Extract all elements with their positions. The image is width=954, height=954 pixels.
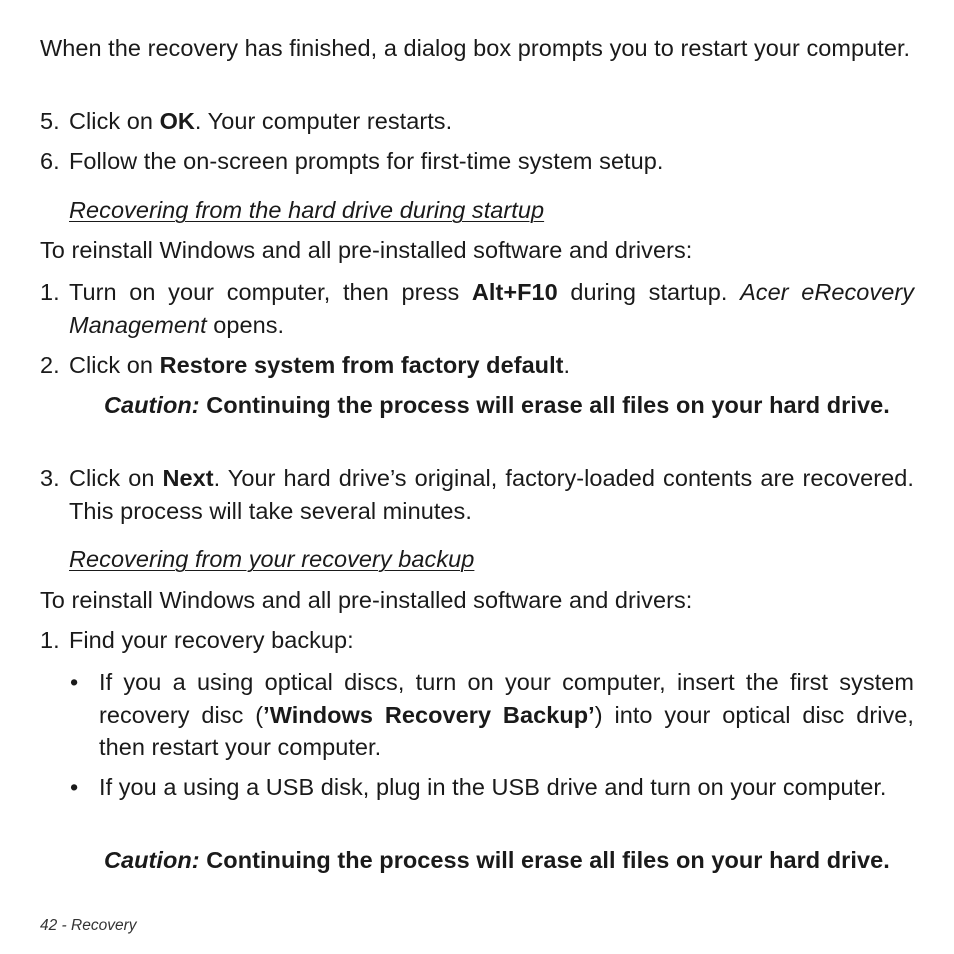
step-text: Click on	[69, 352, 160, 378]
step-text: Follow the on-screen prompts for first-time system setup.	[69, 148, 664, 174]
section-lead	[40, 584, 914, 617]
key-combo: Alt+F10	[471, 279, 558, 305]
section-lead	[40, 234, 914, 267]
bullet-text: If you a using a USB disk, plug in the USB drive and turn on your computer.	[99, 774, 887, 800]
intro-paragraph	[40, 32, 914, 65]
step-text: opens.	[206, 311, 285, 338]
bullet-optical-disc	[99, 666, 914, 764]
option-label: Restore system from factory default	[159, 352, 564, 378]
step-6	[69, 145, 914, 178]
step-number: 6.	[40, 148, 60, 174]
step-number: 1.	[40, 627, 60, 653]
step-1-backup	[69, 624, 914, 657]
heading-hard-drive: Recovering from the hard drive during startup	[69, 197, 545, 223]
lead-text: To reinstall Windows and all pre-installed software and drivers:	[40, 587, 693, 613]
step-number: 1.	[40, 279, 60, 305]
step-number: 5.	[40, 108, 60, 134]
section-heading	[69, 543, 914, 576]
step-5	[69, 105, 914, 138]
bullet-usb-disk	[99, 771, 914, 804]
bullet-icon: •	[70, 669, 79, 695]
step-text: . Your computer restarts.	[194, 108, 453, 134]
caution-note	[104, 844, 914, 877]
bullet-text: ) into your optical disc drive, then restart your computer.	[99, 701, 914, 760]
step-text: Click on	[69, 108, 160, 134]
bullet-text: If you a using optical discs, turn on your computer, insert the first system recovery disc (	[99, 669, 914, 728]
intro-text: When the recovery has finished, a dialog box prompts you to restart your computer.	[40, 35, 911, 61]
step-2-hard-drive	[69, 349, 914, 382]
step-text: during startup.	[557, 279, 741, 305]
caution-text: Continuing the process will erase all files on your hard drive.	[199, 392, 890, 418]
app-name: Acer eRecovery Management	[69, 279, 915, 338]
section-heading	[69, 194, 914, 227]
step-text: Click on	[69, 465, 163, 491]
step-1-hard-drive	[69, 276, 914, 341]
step-text: . Your hard drive’s original, factory-loaded contents are recovered. This process will take several minutes.	[69, 465, 914, 524]
step-number: 3.	[40, 465, 60, 491]
next-label: Next	[162, 465, 214, 491]
page-footer: 42 - Recovery	[40, 917, 137, 934]
caution-note	[104, 389, 914, 422]
ok-label: OK	[159, 108, 195, 134]
caution-label: Caution:	[104, 847, 200, 873]
caution-label: Caution:	[104, 392, 200, 418]
disc-label: ’Windows Recovery Backup’	[263, 701, 595, 728]
step-text: Find your recovery backup:	[69, 627, 354, 653]
step-text: .	[563, 352, 571, 378]
bullet-icon: •	[70, 774, 79, 800]
step-text: Turn on your computer, then press	[69, 279, 472, 305]
heading-recovery-backup: Recovering from your recovery backup	[69, 546, 475, 572]
lead-text: To reinstall Windows and all pre-installed software and drivers:	[40, 237, 693, 263]
step-number: 2.	[40, 352, 60, 378]
step-3-hard-drive	[69, 462, 914, 527]
caution-text: Continuing the process will erase all files on your hard drive.	[199, 847, 890, 873]
